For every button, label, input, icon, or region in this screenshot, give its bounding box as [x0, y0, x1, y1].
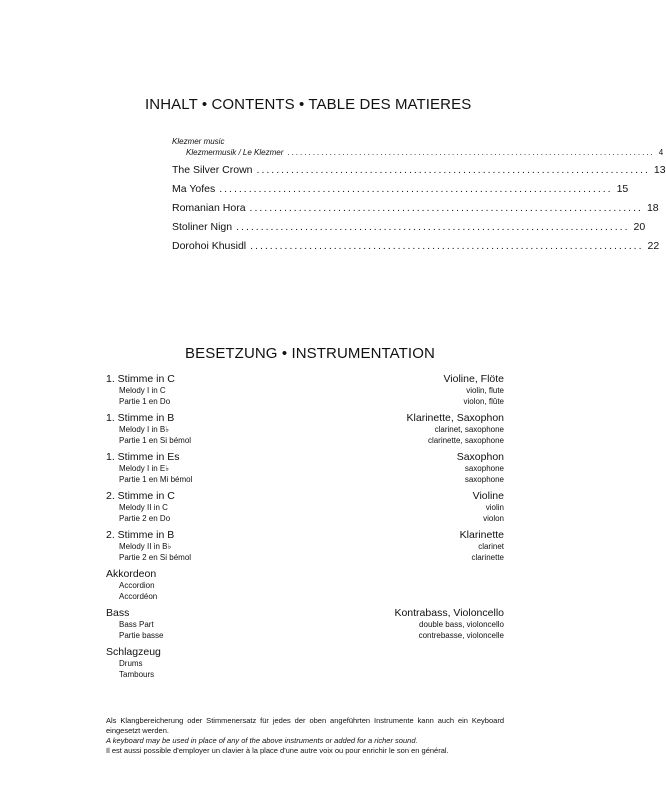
instrument-name: clarinette, saxophone [427, 435, 504, 445]
toc-intro-page: 4 [658, 148, 664, 157]
instrument-name: violin, flute [466, 386, 504, 395]
instrument-part-line [106, 451, 504, 464]
toc-entry-page: 13 [653, 164, 666, 176]
toc-entry-title: Dorohoi Khusidl [172, 240, 247, 252]
part-name: Bass [106, 607, 130, 619]
instrument-part-line [106, 529, 504, 542]
part-name: Partie 1 en Mi bémol [119, 474, 193, 484]
part-name: Melody I in C [119, 386, 166, 395]
footnote-french: Il est aussi possible d'employer un clavier à la place d'une autre voix ou pour enrichir le son en général. [106, 746, 449, 755]
table-of-contents [172, 137, 666, 252]
instrument-group [106, 451, 504, 485]
instrument-translation-line [106, 425, 504, 436]
instrument-name: violin [485, 503, 504, 512]
instrument-name: Violine [472, 490, 504, 502]
part-name: Melody II in C [119, 503, 168, 512]
part-name: Bass Part [119, 620, 154, 629]
instrument-translation-line [106, 464, 504, 475]
instrument-translation-line [106, 553, 504, 564]
leader-dots: ................................................................................ [250, 240, 644, 252]
instrument-group [106, 412, 504, 446]
toc-entry-page: 20 [633, 221, 646, 233]
instrument-translation-line [106, 659, 504, 670]
part-name: Accordion [119, 581, 155, 590]
instrument-translation-line [106, 592, 504, 603]
toc-entry-page: 15 [616, 183, 629, 195]
instrument-group [106, 607, 504, 641]
instrument-part-line [106, 568, 504, 581]
part-name: 1. Stimme in Es [106, 451, 180, 463]
instrument-part-line [106, 373, 504, 386]
instrument-translation-line [106, 620, 504, 631]
toc-entry-title: The Silver Crown [172, 164, 253, 176]
instrument-group [106, 646, 504, 680]
part-name: Partie 1 en Do [119, 396, 171, 406]
part-name: Melody I in E♭ [119, 464, 170, 473]
leader-dots: ................................................................................ [236, 221, 630, 233]
part-name: Partie 2 en Do [119, 513, 171, 523]
instrument-part-line [106, 490, 504, 503]
part-name: 2. Stimme in C [106, 490, 175, 502]
instrument-translation-line [106, 475, 504, 486]
instrument-group [106, 373, 504, 407]
instrument-name: clarinet [478, 542, 504, 551]
instrument-translation-line [106, 436, 504, 447]
part-name: Melody I in B♭ [119, 425, 170, 434]
part-name: Tambours [119, 669, 155, 679]
instrument-name: violon, flûte [463, 396, 504, 406]
instrument-translation-line [106, 542, 504, 553]
footnote [106, 716, 504, 756]
instrument-translation-line [106, 503, 504, 514]
instrument-name: Klarinette, Saxophon [406, 412, 504, 424]
instrument-name: violon [483, 513, 504, 523]
part-name: Melody II in B♭ [119, 542, 172, 551]
instrument-name: clarinet, saxophone [434, 425, 504, 434]
part-name: 1. Stimme in C [106, 373, 175, 385]
toc-entries [172, 164, 666, 252]
instrument-translation-line [106, 397, 504, 408]
leader-dots: ................................................................................ [219, 183, 613, 195]
part-name: Accordéon [119, 591, 158, 601]
instrument-name: saxophone [464, 464, 504, 473]
instrument-translation-line [106, 581, 504, 592]
instrument-name: Violine, Flöte [443, 373, 504, 385]
instrument-name: Kontrabass, Violoncello [394, 607, 504, 619]
part-name: Akkordeon [106, 568, 157, 580]
instrument-name: Klarinette [459, 529, 504, 541]
toc-intro-sub: Klezmermusik / Le Klezmer [186, 148, 284, 157]
instrument-translation-line [106, 670, 504, 681]
part-name: Drums [119, 659, 143, 668]
instrument-group [106, 490, 504, 524]
instrument-name: saxophone [464, 474, 504, 484]
instrument-name: contrebasse, violoncelle [418, 630, 504, 640]
toc-entry [172, 240, 660, 252]
part-name: Partie 1 en Si bémol [119, 435, 192, 445]
toc-entry [172, 221, 646, 233]
instrument-group [106, 568, 504, 602]
toc-entry-page: 18 [646, 202, 659, 214]
footnote-english: A keyboard may be used in place of any of the above instruments or added for a richer sound. [106, 736, 418, 745]
leader-dots: ................................................................................ [256, 164, 650, 176]
instrument-part-line [106, 607, 504, 620]
toc-entry [172, 164, 666, 176]
part-name: 1. Stimme in B [106, 412, 175, 424]
toc-entry-title: Ma Yofes [172, 183, 216, 195]
toc-intro-label: Klezmer music [172, 137, 225, 146]
toc-entry [172, 183, 629, 195]
instrumentation-heading: BESETZUNG • INSTRUMENTATION [185, 345, 435, 362]
leader-dots: ................................................................................ [249, 202, 643, 214]
contents-heading: INHALT • CONTENTS • TABLE DES MATIERES [145, 96, 472, 113]
part-name: 2. Stimme in B [106, 529, 175, 541]
instrumentation-list [106, 373, 504, 680]
instrument-part-line [106, 646, 504, 659]
footnote-german: Als Klangbereicherung oder Stimmenersatz für jedes der oben angeführten Instrumente kann auch ein Keyboard eingesetzt werden. [106, 716, 504, 735]
instrument-group [106, 529, 504, 563]
instrument-name: clarinette [471, 552, 504, 562]
instrument-name: Saxophon [456, 451, 504, 463]
part-name: Partie 2 en Si bémol [119, 552, 192, 562]
toc-entry [172, 202, 659, 214]
instrument-part-line [106, 412, 504, 425]
toc-entry-page: 22 [647, 240, 660, 252]
instrument-translation-line [106, 631, 504, 642]
instrument-translation-line [106, 386, 504, 397]
leader-dots: ....................................................................................... [287, 148, 655, 157]
toc-entry-title: Stoliner Nign [172, 221, 233, 233]
part-name: Partie basse [119, 630, 164, 640]
instrument-name: double bass, violoncello [419, 620, 504, 629]
toc-entry-title: Romanian Hora [172, 202, 246, 214]
instrument-translation-line [106, 514, 504, 525]
part-name: Schlagzeug [106, 646, 161, 658]
toc-intro-entry [172, 148, 664, 157]
